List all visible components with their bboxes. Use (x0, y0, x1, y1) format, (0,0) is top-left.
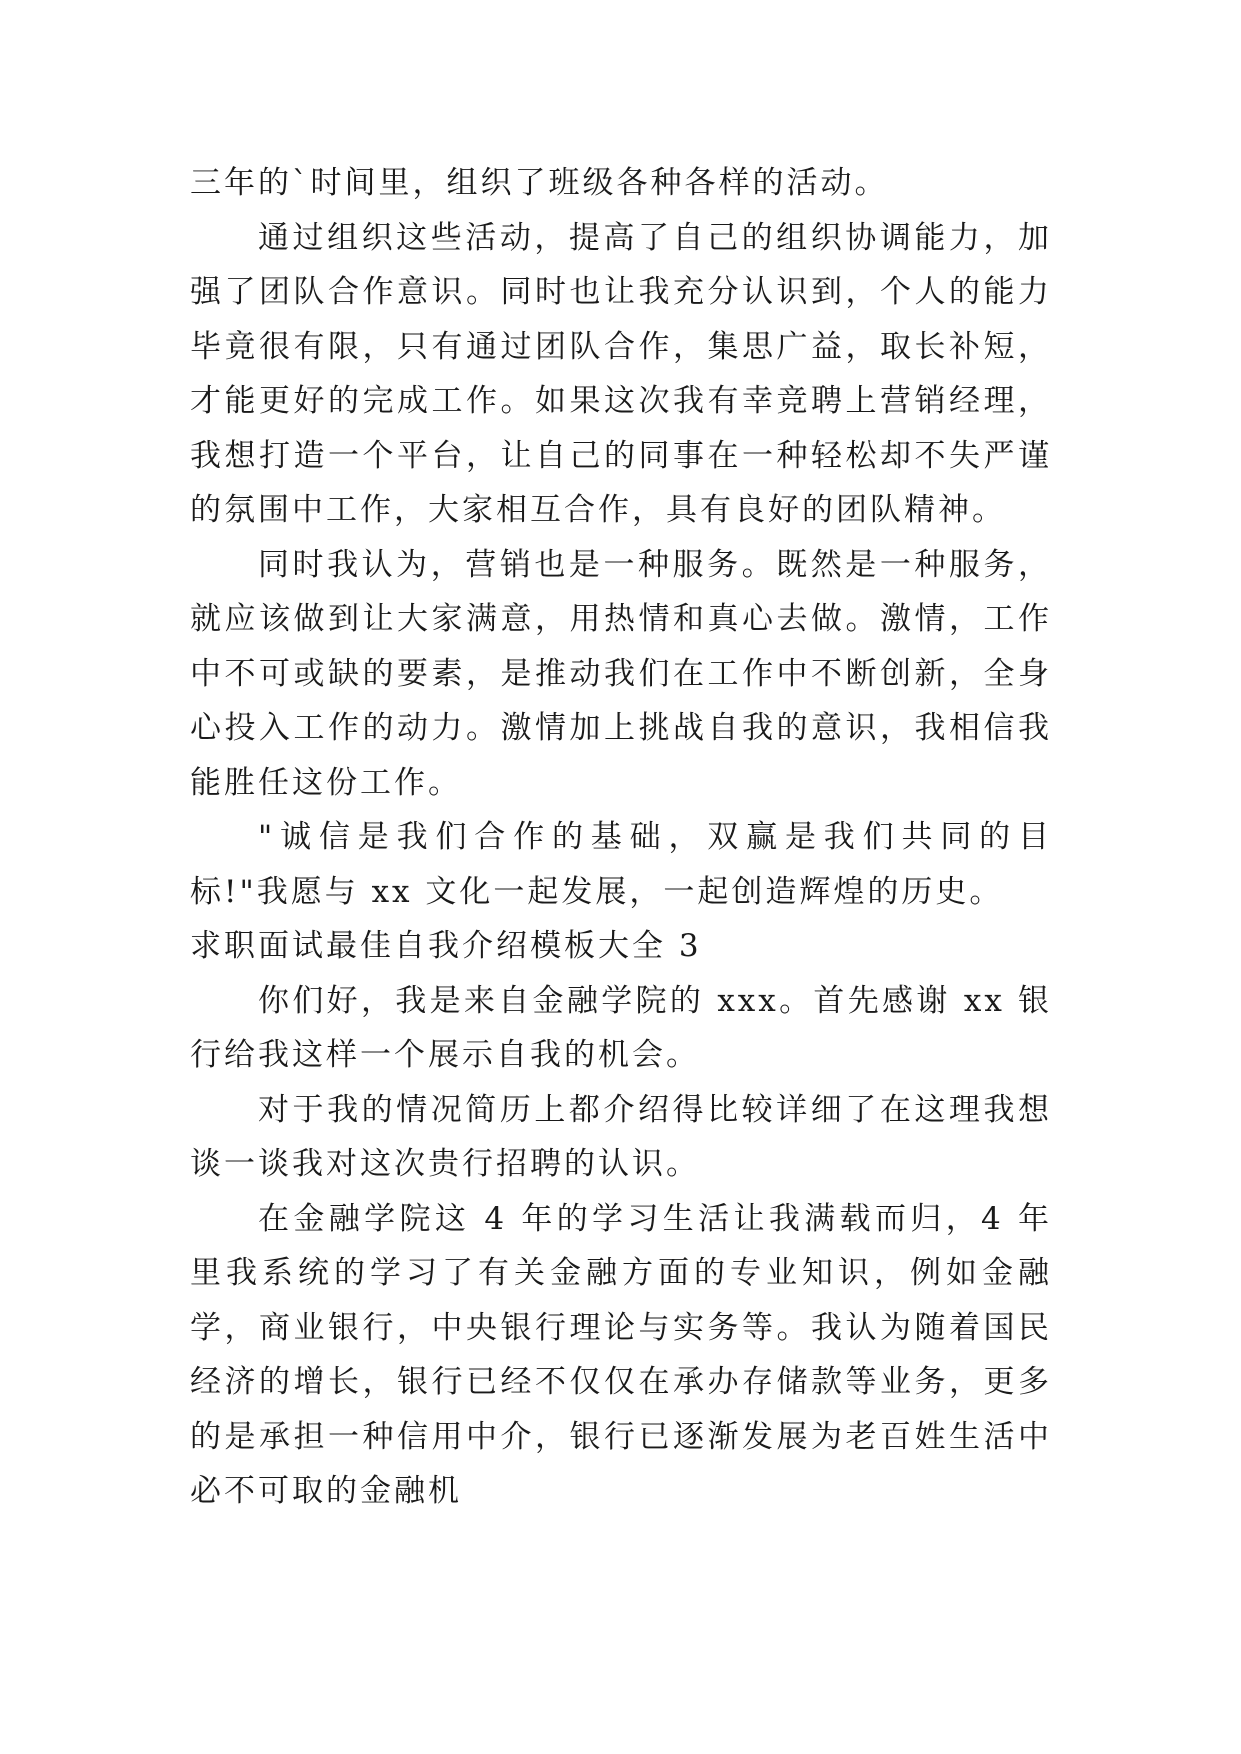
paragraph: "诚信是我们合作的基础，双赢是我们共同的目标!"我愿与 xx 文化一起发展，一起创造辉煌的历史。 (190, 819, 1052, 910)
paragraph: 三年的`时间里，组织了班级各种各样的活动。 (190, 165, 889, 201)
paragraph: 同时我认为，营销也是一种服务。既然是一种服务，就应该做到让大家满意，用热情和真心去做。激情，工作中不可或缺的要素，是推动我们在工作中不断创新，全身心投入工作的动力。激情加上挑战自我的意识，我相信我能胜任这份工作。 (190, 546, 1052, 801)
paragraph: 在金融学院这 4 年的学习生活让我满载而归，4 年里我系统的学习了有关金融方面的专业知识，例如金融学，商业银行，中央银行理论与实务等。我认为随着国民经济的增长，银行已经不仅仅在承办存储款等业务，更多的是承担一种信用中介，银行已逐渐发展为老百姓生活中必不可取的金融机 (190, 1200, 1052, 1509)
document-body (190, 156, 1052, 1519)
section-heading: 求职面试最佳自我介绍模板大全 3 (190, 928, 702, 964)
paragraph: 通过组织这些活动，提高了自己的组织协调能力，加强了团队合作意识。同时也让我充分认识到，个人的能力毕竟很有限，只有通过团队合作，集思广益，取长补短，才能更好的完成工作。如果这次我有幸竞聘上营销经理，我想打造一个平台，让自己的同事在一种轻松却不失严谨的氛围中工作，大家相互合作，具有良好的团队精神。 (190, 219, 1052, 528)
paragraph: 对于我的情况简历上都介绍得比较详细了在这理我想谈一谈我对这次贵行招聘的认识。 (190, 1091, 1052, 1182)
paragraph: 你们好，我是来自金融学院的 xxx。首先感谢 xx 银行给我这样一个展示自我的机会。 (190, 982, 1052, 1073)
